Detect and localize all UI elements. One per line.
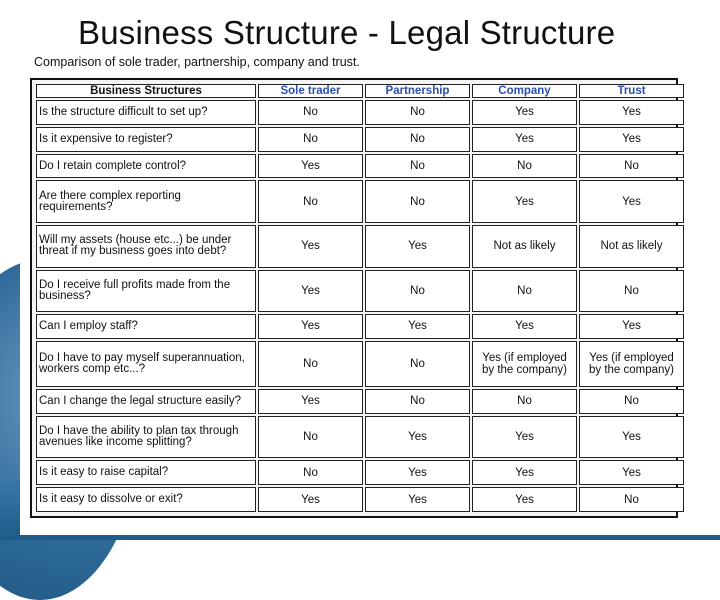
answer-cell: Yes <box>258 270 363 313</box>
header-cell: Sole trader <box>258 84 363 98</box>
question-cell: Can I employ staff? <box>36 314 256 339</box>
table-row <box>36 314 684 339</box>
answer-cell: Yes <box>579 460 684 485</box>
answer-cell: Yes <box>365 487 470 512</box>
answer-cell: Yes <box>258 487 363 512</box>
answer-cell: Yes (if employed by the company) <box>579 341 684 387</box>
answer-cell: Yes <box>472 127 577 152</box>
question-cell: Is the structure difficult to set up? <box>36 100 256 125</box>
header-cell: Company <box>472 84 577 98</box>
answer-cell: Yes <box>472 314 577 339</box>
answer-cell: No <box>579 389 684 414</box>
answer-cell: Yes <box>579 314 684 339</box>
answer-cell: Yes <box>472 100 577 125</box>
answer-cell: Yes <box>579 416 684 459</box>
answer-cell: Yes <box>365 314 470 339</box>
answer-cell: Yes <box>258 154 363 179</box>
answer-cell: No <box>258 460 363 485</box>
answer-cell: Yes <box>472 460 577 485</box>
answer-cell: Yes <box>472 487 577 512</box>
answer-cell: No <box>472 270 577 313</box>
question-cell: Are there complex reporting requirements? <box>36 180 256 223</box>
question-cell: Is it easy to dissolve or exit? <box>36 487 256 512</box>
answer-cell: No <box>258 100 363 125</box>
table-row <box>36 341 684 387</box>
answer-cell: Not as likely <box>579 225 684 268</box>
answer-cell: Yes <box>472 180 577 223</box>
answer-cell: Not as likely <box>472 225 577 268</box>
table-row <box>36 100 684 125</box>
answer-cell: No <box>258 416 363 459</box>
question-cell: Do I retain complete control? <box>36 154 256 179</box>
table-header-row <box>36 84 684 98</box>
answer-cell: Yes <box>472 416 577 459</box>
question-cell: Do I have to pay myself superannuation, workers comp etc...? <box>36 341 256 387</box>
question-cell: Do I receive full profits made from the business? <box>36 270 256 313</box>
answer-cell: No <box>365 100 470 125</box>
answer-cell: No <box>365 270 470 313</box>
answer-cell: No <box>258 127 363 152</box>
table-row <box>36 416 684 459</box>
question-cell: Will my assets (house etc...) be under threat if my business goes into debt? <box>36 225 256 268</box>
answer-cell: Yes <box>579 180 684 223</box>
answer-cell: Yes <box>579 127 684 152</box>
answer-cell: Yes <box>258 314 363 339</box>
answer-cell: No <box>365 154 470 179</box>
answer-cell: Yes <box>365 416 470 459</box>
slide-title: Business Structure - Legal Structure <box>78 14 616 51</box>
table-caption: Comparison of sole trader, partnership, company and trust. <box>34 55 360 69</box>
footer-brand: fppt.com <box>651 519 706 534</box>
answer-cell: No <box>579 487 684 512</box>
question-cell: Do I have the ability to plan tax through avenues like income splitting? <box>36 416 256 459</box>
header-cell: Business Structures <box>36 84 256 98</box>
answer-cell: No <box>472 389 577 414</box>
answer-cell: Yes <box>365 460 470 485</box>
table-row <box>36 225 684 268</box>
table-row <box>36 154 684 179</box>
answer-cell: Yes <box>258 389 363 414</box>
answer-cell: No <box>365 127 470 152</box>
table-row <box>36 180 684 223</box>
answer-cell: No <box>579 154 684 179</box>
header-cell: Trust <box>579 84 684 98</box>
question-cell: Can I change the legal structure easily? <box>36 389 256 414</box>
table-row <box>36 460 684 485</box>
answer-cell: No <box>258 341 363 387</box>
header-cell: Partnership <box>365 84 470 98</box>
question-cell: Is it expensive to register? <box>36 127 256 152</box>
answer-cell: Yes <box>258 225 363 268</box>
answer-cell: No <box>365 389 470 414</box>
comparison-table <box>34 82 686 514</box>
answer-cell: No <box>365 180 470 223</box>
answer-cell: Yes <box>579 100 684 125</box>
table-row <box>36 389 684 414</box>
answer-cell: No <box>579 270 684 313</box>
question-cell: Is it easy to raise capital? <box>36 460 256 485</box>
answer-cell: No <box>472 154 577 179</box>
table-row <box>36 487 684 512</box>
answer-cell: Yes <box>365 225 470 268</box>
table-row <box>36 270 684 313</box>
answer-cell: Yes (if employed by the company) <box>472 341 577 387</box>
answer-cell: No <box>365 341 470 387</box>
comparison-table-frame <box>30 78 678 518</box>
table-row <box>36 127 684 152</box>
answer-cell: No <box>258 180 363 223</box>
